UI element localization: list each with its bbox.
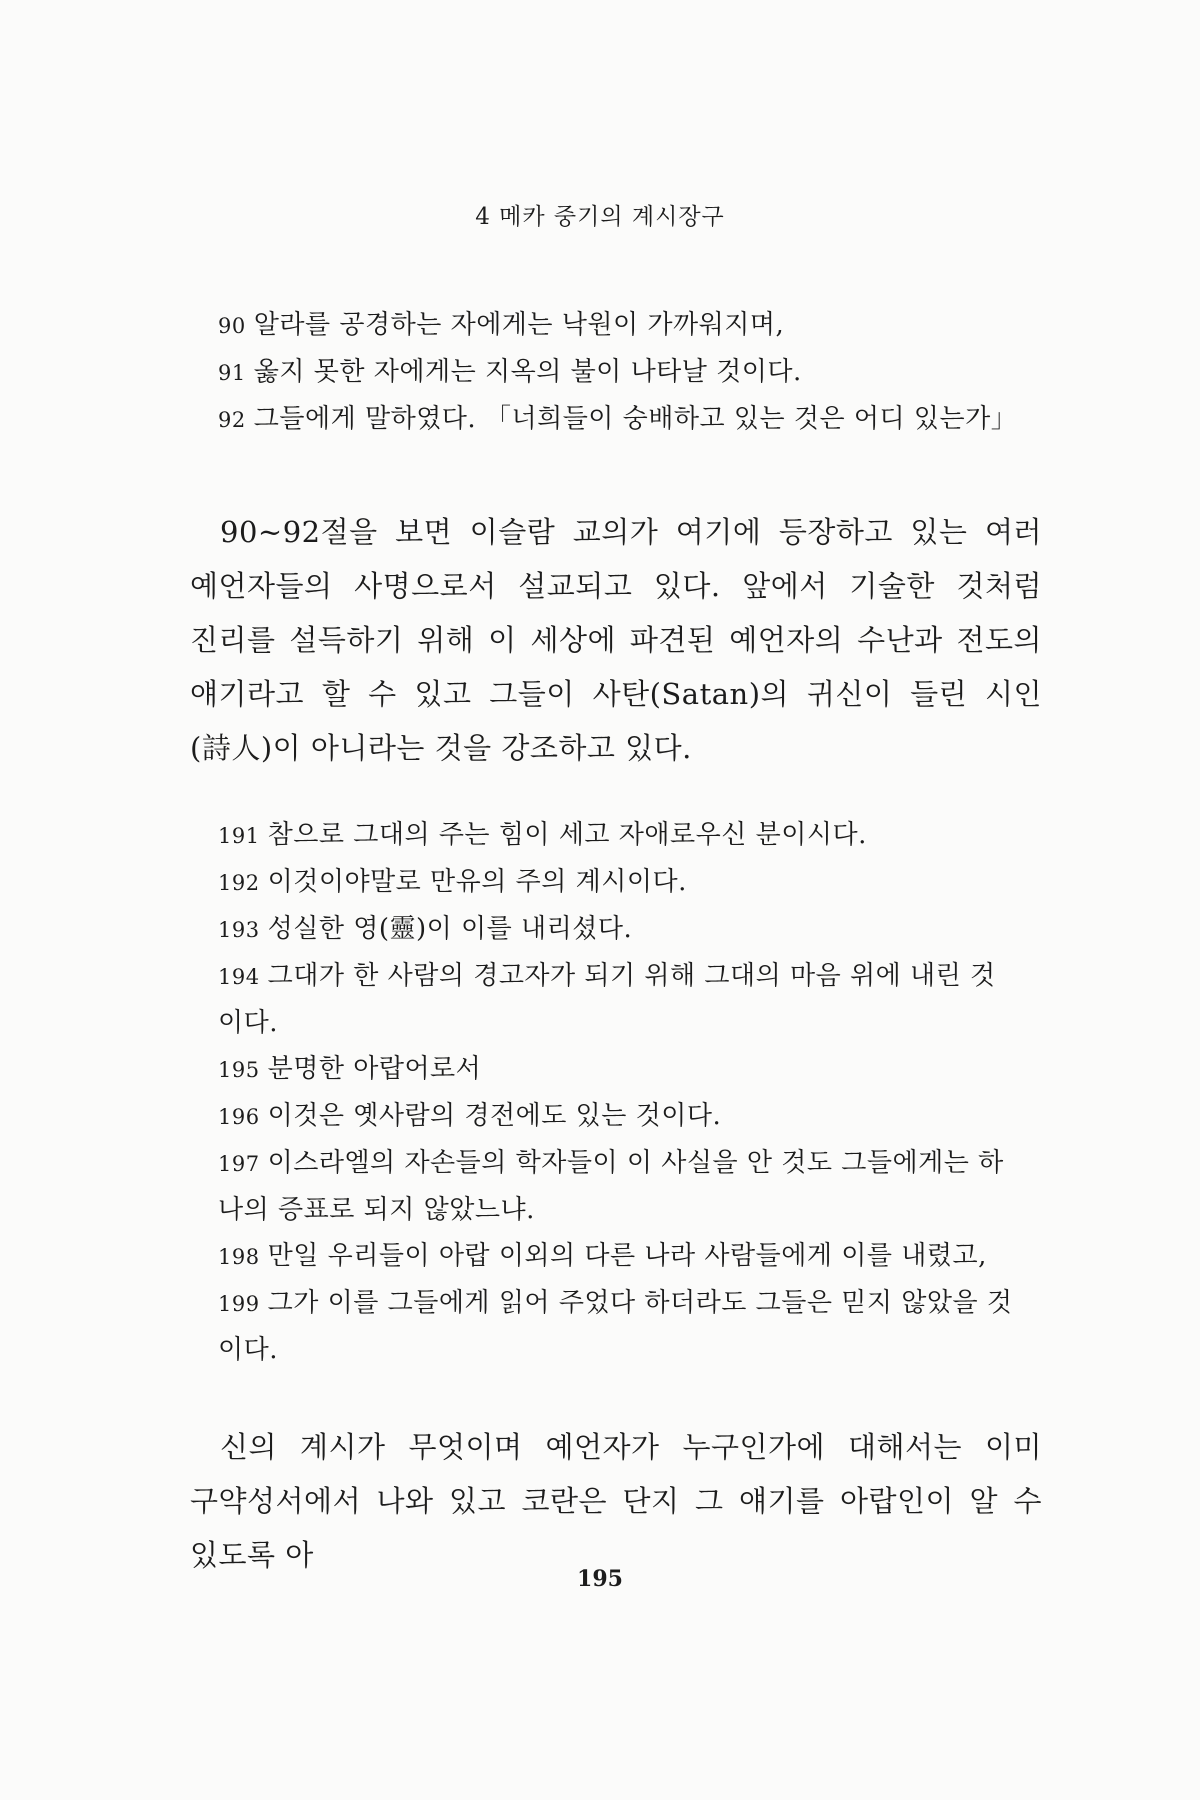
verse-92 <box>218 396 1018 443</box>
verse-number: 191 <box>218 824 260 848</box>
page-number: 195 <box>577 1566 623 1592</box>
verse-192 <box>218 859 1018 906</box>
verse-text: 참으로 그대의 주는 힘이 세고 자애로우신 분이시다. <box>267 820 867 850</box>
verse-198 <box>218 1233 1018 1280</box>
verse-91 <box>218 349 1018 396</box>
verse-195 <box>218 1046 1018 1093</box>
verse-193 <box>218 906 1018 953</box>
verse-number: 193 <box>218 918 260 942</box>
verse-list-2 <box>218 812 1018 1373</box>
verse-number: 92 <box>218 408 246 432</box>
verse-text: 그들에게 말하였다. 「너희들이 숭배하고 있는 것은 어디 있는가」 <box>253 404 1018 434</box>
verse-text: 이것이야말로 만유의 주의 계시이다. <box>267 867 687 897</box>
verse-number: 197 <box>218 1152 260 1176</box>
verse-number: 198 <box>218 1245 260 1269</box>
verse-197 <box>218 1140 1018 1233</box>
verse-number: 194 <box>218 965 260 989</box>
verse-number: 196 <box>218 1105 260 1129</box>
verse-text: 알라를 공경하는 자에게는 낙원이 가까워지며, <box>253 310 785 340</box>
commentary-paragraph-1: 90~92절을 보면 이슬람 교의가 여기에 등장하고 있는 여러 예언자들의 사명으로서 설교되고 있다. 앞에서 기술한 것처럼 진리를 설득하기 위해 이 세상에 파견된 예언자의 수난과 전도의 얘기라고 할 수 있고 그들이 사탄(Satan)의 귀신이 들린 시인(詩人)이 아니라는 것을 강조하고 있다. <box>190 515 1042 765</box>
verse-text: 만일 우리들이 아랍 이외의 다른 나라 사람들에게 이를 내렸고, <box>267 1241 987 1271</box>
verse-number: 91 <box>218 361 246 385</box>
verse-text: 그가 이를 그들에게 읽어 주었다 하더라도 그들은 믿지 않았을 것이다. <box>218 1288 1013 1365</box>
verse-194 <box>218 953 1018 1046</box>
verse-text: 옳지 못한 자에게는 지옥의 불이 나타날 것이다. <box>253 357 802 387</box>
verse-text: 분명한 아랍어로서 <box>267 1054 482 1084</box>
verse-90 <box>218 302 1018 349</box>
verse-text: 그대가 한 사람의 경고자가 되기 위해 그대의 마음 위에 내린 것이다. <box>218 961 996 1038</box>
verse-text: 성실한 영(靈)이 이를 내리셨다. <box>267 914 633 944</box>
running-head: 4 메카 중기의 계시장구 <box>475 204 725 230</box>
verse-text: 이것은 옛사람의 경전에도 있는 것이다. <box>267 1101 722 1131</box>
verse-191 <box>218 812 1018 859</box>
verse-number: 192 <box>218 871 260 895</box>
verse-number: 90 <box>218 314 246 338</box>
verse-text: 이스라엘의 자손들의 학자들이 이 사실을 안 것도 그들에게는 하나의 증표로 되지 않았느냐. <box>218 1148 1004 1225</box>
verse-number: 195 <box>218 1058 260 1082</box>
verse-number: 199 <box>218 1292 260 1316</box>
verse-list-1 <box>218 302 1018 443</box>
commentary-paragraph-2: 신의 계시가 무엇이며 예언자가 누구인가에 대해서는 이미 구약성서에서 나와 있고 코란은 단지 그 얘기를 아랍인이 알 수 있도록 아 <box>190 1430 1042 1572</box>
verse-199 <box>218 1280 1018 1373</box>
verse-196 <box>218 1093 1018 1140</box>
